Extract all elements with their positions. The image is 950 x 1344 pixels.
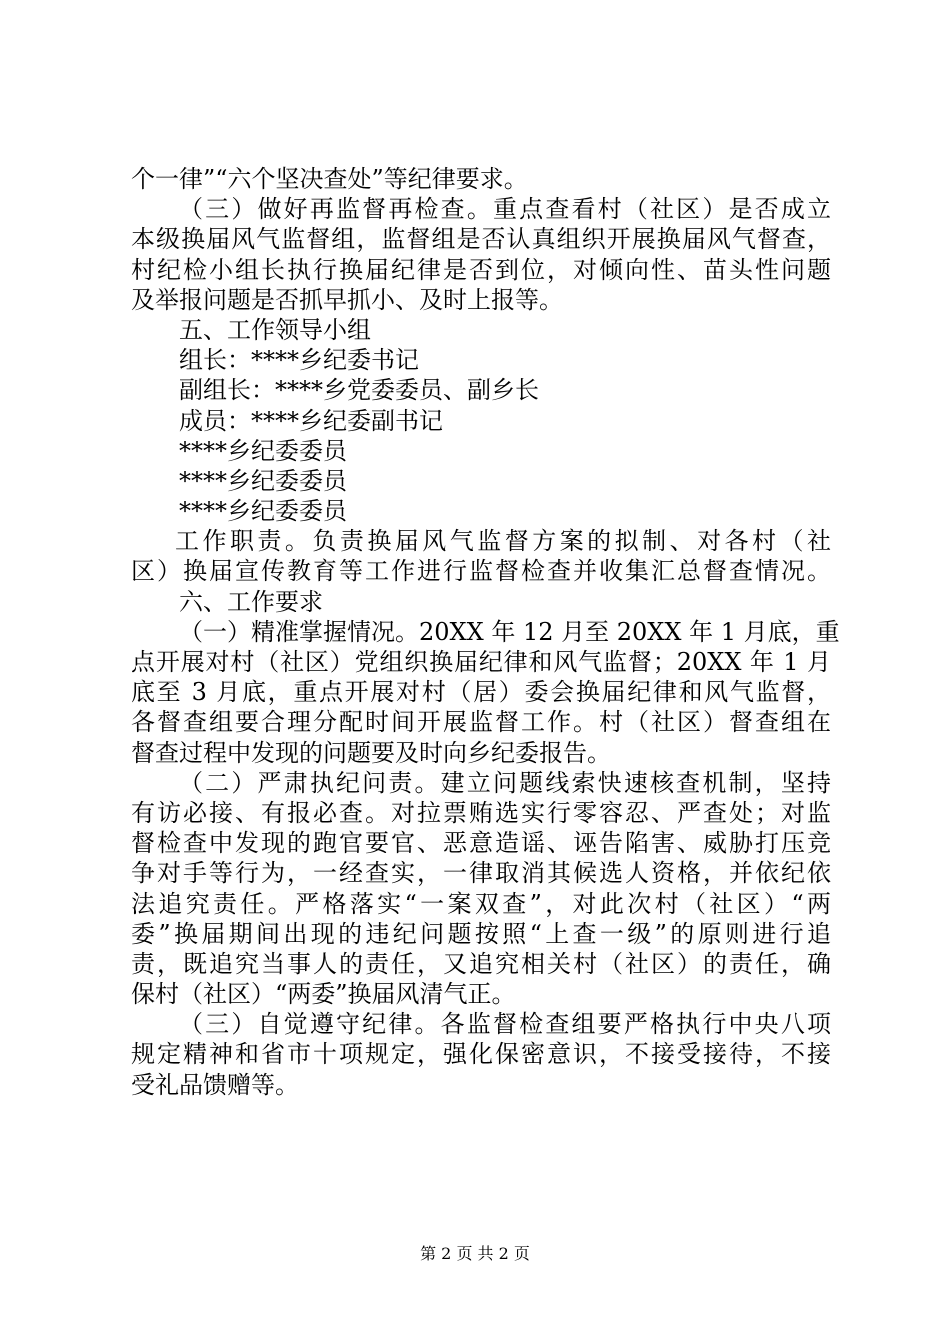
text-line: 区）换届宣传教育等工作进行监督检查并收集汇总督查情况。 <box>131 557 831 586</box>
member-line: ****乡纪委委员 <box>179 466 347 495</box>
text-line: 本级换届风气监督组，监督组是否认真组织开展换届风气督查， <box>131 225 831 254</box>
text-line: 规定精神和省市十项规定，强化保密意识，不接受接待，不接 <box>131 1040 831 1069</box>
document-body <box>131 164 840 1100</box>
text-line: 督查过程中发现的问题要及时向乡纪委报告。 <box>131 738 611 767</box>
deputy-leader-line: 副组长：****乡党委委员、副乡长 <box>179 376 539 405</box>
text-line: 个一律”“六个坚决查处”等纪律要求。 <box>131 165 528 193</box>
text-line: 底至 3 月底，重点开展对村（居）委会换届纪律和风气监督， <box>131 678 831 707</box>
paragraph-line: 工作职责。负责换届风气监督方案的拟制、对各村（社 <box>175 527 831 556</box>
leader-line: 组长：****乡纪委书记 <box>179 346 419 375</box>
text-line: 保村（社区）“两委”换届风清气正。 <box>131 980 516 1009</box>
section-heading: 六、工作要求 <box>179 587 323 616</box>
section-heading: 五、工作领导小组 <box>179 315 371 344</box>
member-line: ****乡纪委委员 <box>179 497 347 526</box>
text-line: 法追究责任。严格落实“一案双查”，对此次村（社区）“两 <box>131 889 831 918</box>
text-line: 点开展对村（社区）党组织换届纪律和风气监督；20XX 年 1 月 <box>131 648 831 676</box>
text-line: 委”换届期间出现的违纪问题按照“上查一级”的原则进行追 <box>131 919 831 948</box>
text-line: 各督查组要合理分配时间开展监督工作。村（社区）督查组在 <box>131 708 831 737</box>
text-line: 受礼品馈赠等。 <box>131 1070 299 1099</box>
member-line: ****乡纪委委员 <box>179 436 347 465</box>
member-line: 成员：****乡纪委副书记 <box>179 406 443 435</box>
text-line: 督检查中发现的跑官要官、恶意造谣、诬告陷害、威胁打压竞 <box>131 829 831 858</box>
text-line: 争对手等行为，一经查实，一律取消其候选人资格，并依纪依 <box>131 859 831 888</box>
text-line: 责，既追究当事人的责任，又追究相关村（社区）的责任，确 <box>131 949 831 978</box>
page-number-footer: 第 2 页 共 2 页 <box>420 1244 530 1263</box>
text-line: 村纪检小组长执行换届纪律是否到位，对倾向性、苗头性问题 <box>131 255 831 284</box>
paragraph-line: （一）精准掌握情况。20XX 年 12 月至 20XX 年 1 月底，重 <box>179 617 840 646</box>
paragraph-line: （三）自觉遵守纪律。各监督检查组要严格执行中央八项 <box>179 1010 831 1039</box>
paragraph-line: （二）严肃执纪问责。建立问题线索快速核查机制，坚持 <box>179 768 831 797</box>
text-line: 有访必接、有报必查。对拉票贿选实行零容忍、严查处；对监 <box>131 798 831 827</box>
text-line: 及举报问题是否抓早抓小、及时上报等。 <box>131 285 563 314</box>
paragraph-line: （三）做好再监督再检查。重点查看村（社区）是否成立 <box>179 195 831 224</box>
